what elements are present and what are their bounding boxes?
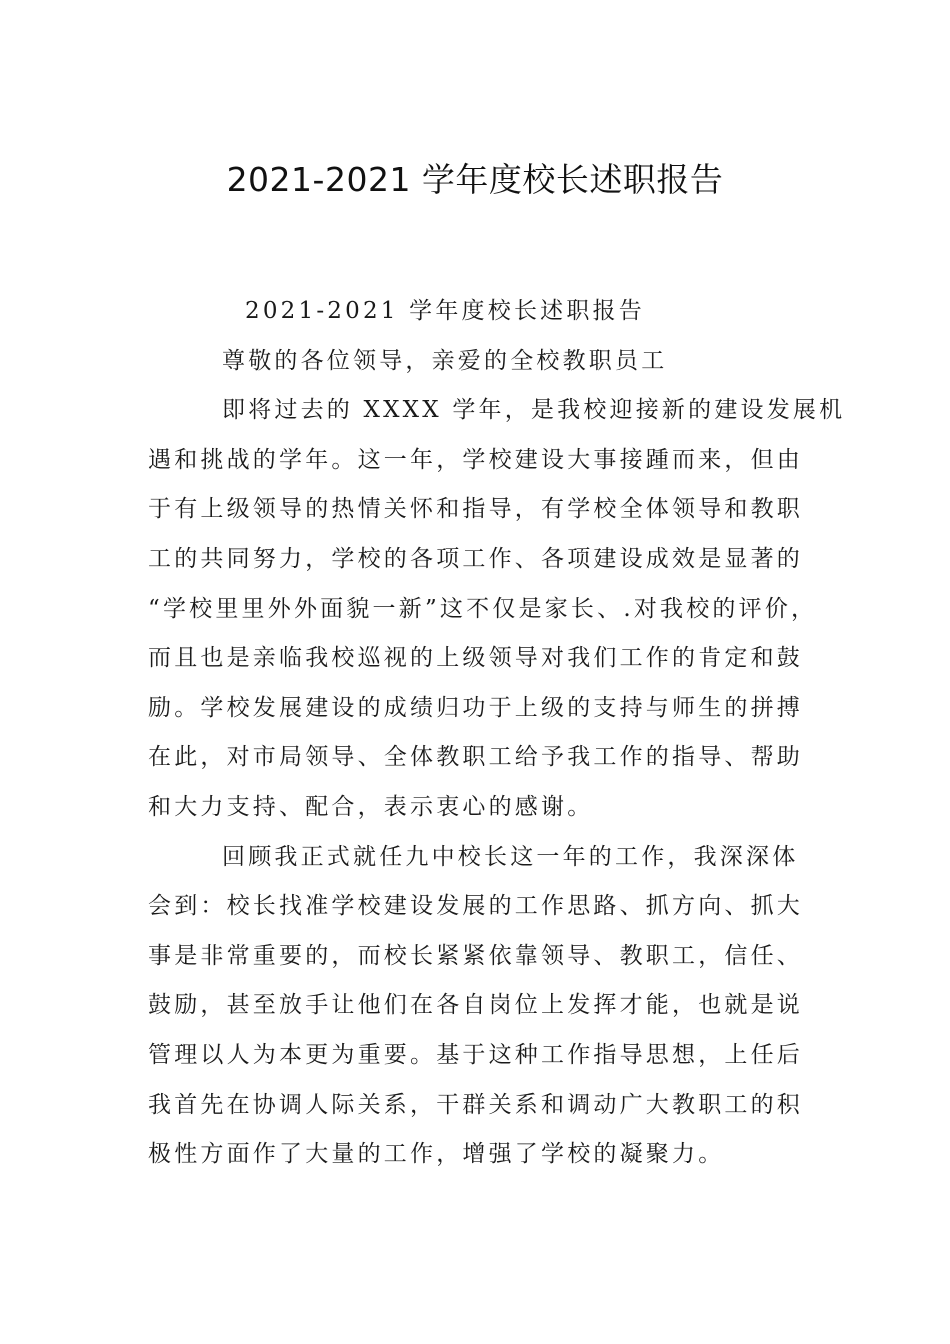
paragraph-line: 而且也是亲临我校巡视的上级领导对我们工作的肯定和鼓 (148, 645, 803, 672)
paragraph-line: 工的共同努力，学校的各项工作、各项建设成效是显著的 (148, 545, 803, 572)
paragraph-line: 于有上级领导的热情关怀和指导，有学校全体领导和教职 (148, 496, 803, 523)
document-body (148, 287, 846, 1180)
paragraph-line: 会到：校长找准学校建设发展的工作思路、抓方向、抓大 (148, 893, 803, 920)
paragraph-line: “学校里里外外面貌一新”这不仅是家长、.对我校的评价， (148, 595, 818, 622)
paragraph-line: 回顾我正式就任九中校长这一年的工作，我深深体 (222, 843, 799, 870)
paragraph-line: 鼓励，甚至放手让他们在各自岗位上发挥才能，也就是说 (148, 992, 803, 1019)
paragraph-2 (148, 833, 814, 1180)
document-title: 2021-2021 学年度校长述职报告 (226, 160, 724, 199)
paragraph-line: 我首先在协调人际关系，干群关系和调动广大教职工的积 (148, 1091, 803, 1118)
paragraph-line: 遇和挑战的学年。这一年，学校建设大事接踵而来，但由 (148, 446, 803, 473)
paragraph-line: 事是非常重要的，而校长紧紧依靠领导、教职工，信任、 (148, 942, 803, 969)
paragraph-line: 在此，对市局领导、全体教职工给予我工作的指导、帮助 (148, 744, 803, 771)
paragraph-line: 管理以人为本更为重要。基于这种工作指导思想，上任后 (148, 1041, 803, 1068)
paragraph-line: 励。学校发展建设的成绩归功于上级的支持与师生的拼搏 (148, 694, 803, 721)
paragraph-1 (148, 386, 846, 832)
paragraph-line: 极性方面作了大量的工作，增强了学校的凝聚力。 (148, 1141, 725, 1168)
greeting-line: 尊敬的各位领导，亲爱的全校教职员工 (222, 347, 668, 374)
paragraph-line: 和大力支持、配合，表示衷心的感谢。 (148, 793, 594, 820)
document-subtitle: 2021-2021 学年度校长述职报告 (245, 298, 645, 324)
paragraph-line: 即将过去的 XXXX 学年，是我校迎接新的建设发展机 (222, 397, 846, 424)
